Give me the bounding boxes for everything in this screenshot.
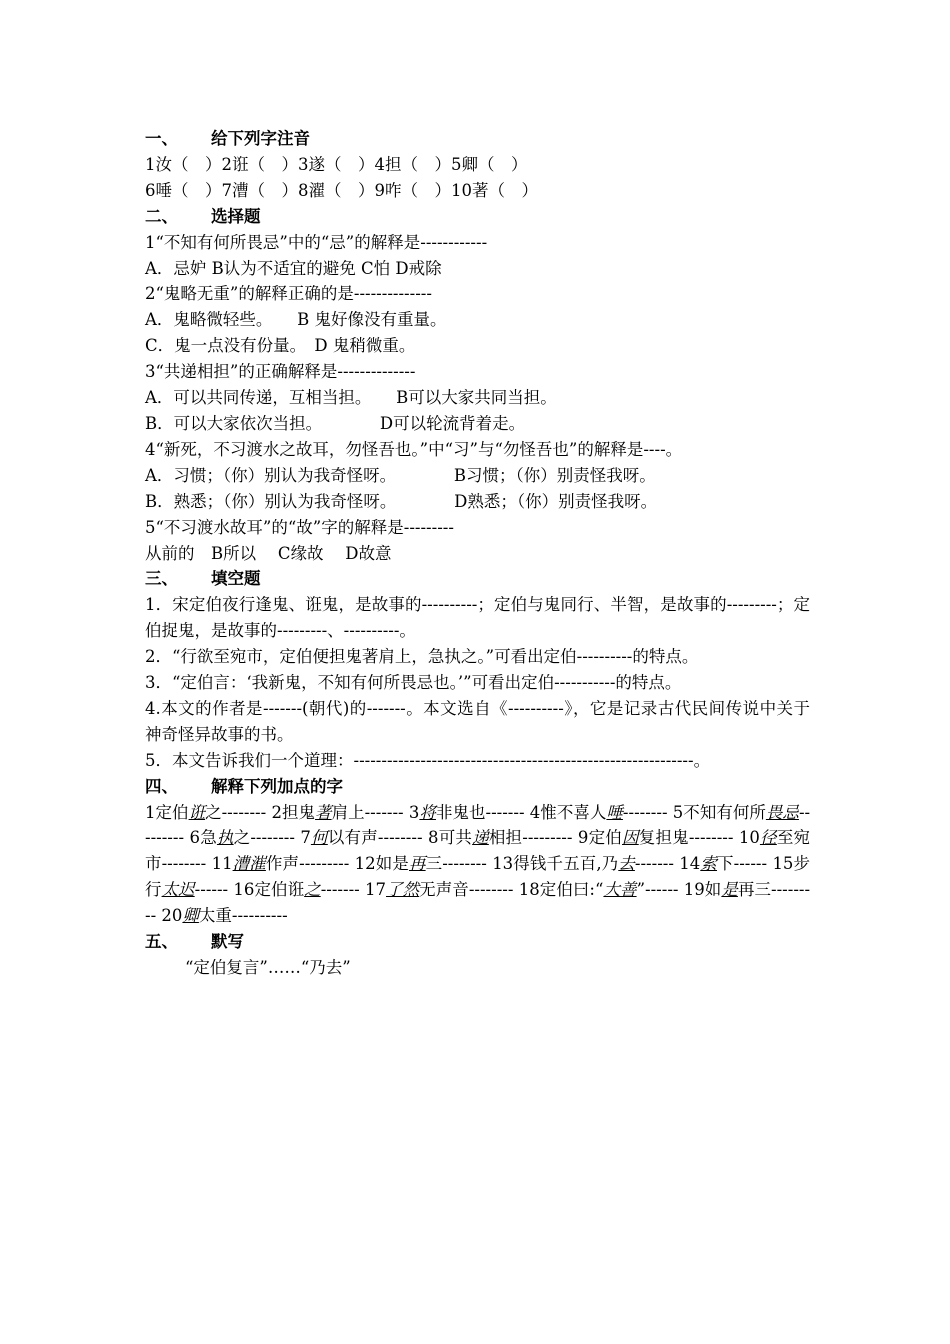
dotted-character: 卿 (182, 906, 199, 926)
question-line: 5．本文告诉我们一个道理：-------------------------------------------------------------。 (145, 750, 711, 770)
section-number: 四、 (145, 776, 178, 796)
dotted-character: 索 (700, 854, 718, 874)
annotation-item: 16定伯诳之------- (233, 880, 360, 900)
section-heading (145, 774, 810, 800)
annotation-item: 19如是再三--------- (145, 880, 811, 926)
section-title: 默写 (211, 932, 244, 952)
section-number: 二、 (145, 206, 178, 226)
section-title: 给下列字注音 (211, 129, 310, 148)
dotted-character: 大善 (603, 880, 637, 900)
dotted-character: 畏忌 (765, 802, 799, 822)
annotation-item: 11漕漼作声--------- (211, 854, 350, 874)
question-line: A．习惯；（你）别认为我奇怪呀。 B习惯；（你）别责怪我呀。 (145, 465, 656, 485)
annotation-paragraph (145, 800, 810, 930)
section-title: 解释下列加点的字 (211, 776, 343, 796)
annotation-item: 3将非鬼也------- (408, 802, 525, 822)
question-line: 1“不知有何所畏忌”中的“忌”的解释是------------ (145, 232, 488, 252)
annotation-item: 8可共递相担--------- (428, 828, 573, 848)
dotted-character: 太迟 (161, 880, 195, 900)
question-line: A．忌妒 B认为不适宜的避免 C怕 D戒除 (145, 258, 442, 278)
annotation-item: 7何以有声-------- (300, 828, 423, 848)
section-heading (145, 126, 810, 152)
question-line: 从前的 B所以 C缘故 D故意 (145, 543, 392, 563)
annotation-item: 12如是再三-------- (354, 854, 487, 874)
annotation-item: 2担鬼著肩上------- (271, 802, 404, 822)
question-line: 1汝（ ）2诳（ ）3遂（ ）4担（ ）5卿（ ） (145, 154, 528, 174)
dotted-character: 是 (721, 880, 738, 900)
dotted-character: 了然 (386, 880, 420, 900)
question-line: “定伯复言”……“乃去” (185, 958, 351, 977)
question-line: C．鬼一点没有份量。 D 鬼稍微重。 (145, 336, 416, 356)
dotted-character: 因 (622, 828, 639, 848)
annotation-item: 4惟不喜人唾-------- (529, 802, 668, 822)
worksheet (145, 126, 810, 981)
section-heading (145, 204, 810, 230)
dotted-character: 漕漼 (232, 854, 266, 874)
annotation-item: 20卿太重---------- (161, 906, 288, 926)
dotted-character: 径 (759, 828, 777, 848)
question-line: 4.本文的作者是-------(朝代)的-------。本文选自《----------》，它是记录古代民间传说中关于神奇怪异故事的书。 (145, 698, 810, 744)
dotted-character: 将 (419, 802, 436, 822)
annotation-item: 15步行太迟------ (145, 854, 811, 900)
question-line: 1．宋定伯夜行逢鬼、诳鬼，是故事的----------；定伯与鬼同行、半智，是故事的---------；定伯捉鬼，是故事的---------、----------。 (145, 595, 810, 641)
dotted-character: 著 (315, 802, 332, 822)
annotation-item: 5不知有何所畏忌--------- (145, 802, 811, 848)
annotation-item: 10径至宛市-------- (145, 828, 811, 874)
question-line: A．可以共同传递，互相当担。 B可以大家共同当担。 (145, 388, 557, 408)
question-line: 4“新死，不习渡水之故耳，勿怪吾也。”中“习”与“勿怪吾也”的解释是----。 (145, 439, 683, 459)
question-line: 3．“定伯言：‘我新鬼，不知有何所畏忌也。’”可看出定伯-----------的特点。 (145, 673, 682, 693)
annotation-item: 13得钱千五百,乃去------- (492, 854, 674, 874)
dotted-character: 何 (310, 828, 328, 848)
section-number: 一、 (145, 129, 178, 148)
dotted-character: 去 (618, 854, 635, 874)
annotation-item: 14索下------ (679, 854, 768, 874)
annotation-item: 18定伯曰:“大善”------ (518, 880, 679, 900)
question-line: 6唾（ ）7漕（ ）8濯（ ）9咋（ ）10著（ ） (145, 180, 538, 200)
question-line: B．可以大家依次当担。 D可以轮流背着走。 (145, 413, 526, 433)
annotation-item: 17了然无声音-------- (365, 880, 514, 900)
dotted-character: 唾 (606, 802, 623, 822)
section-number: 五、 (145, 932, 178, 952)
annotation-item: 6急执之-------- (189, 828, 295, 848)
dotted-character: 再 (409, 854, 426, 874)
section-heading (145, 566, 810, 592)
section-number: 三、 (145, 569, 178, 589)
question-line: A．鬼略微轻些。 B 鬼好像没有重量。 (145, 310, 447, 330)
dotted-character: 递 (472, 828, 489, 848)
annotation-item: 9定伯因复担鬼-------- (577, 828, 734, 848)
dotted-character: 执 (216, 828, 234, 848)
question-line: 5“不习渡水故耳”的“故”字的解释是--------- (145, 517, 454, 537)
section-heading (145, 929, 810, 955)
section-title: 选择题 (211, 206, 261, 226)
dotted-character: 之 (304, 880, 321, 900)
question-line: 2“鬼略无重”的解释正确的是-------------- (145, 284, 432, 304)
dotted-character: 诳 (188, 802, 206, 822)
question-line: B．熟悉；（你）别认为我奇怪呀。 D熟悉；（你）别责怪我呀。 (145, 491, 658, 511)
question-line: 2．“行欲至宛市，定伯便担鬼著肩上，急执之。”可看出定伯----------的特点。 (145, 647, 699, 667)
question-line: 3“共递相担”的正确解释是-------------- (145, 362, 416, 382)
annotation-item: 1定伯诳之-------- (145, 802, 267, 822)
section-title: 填空题 (211, 569, 261, 589)
